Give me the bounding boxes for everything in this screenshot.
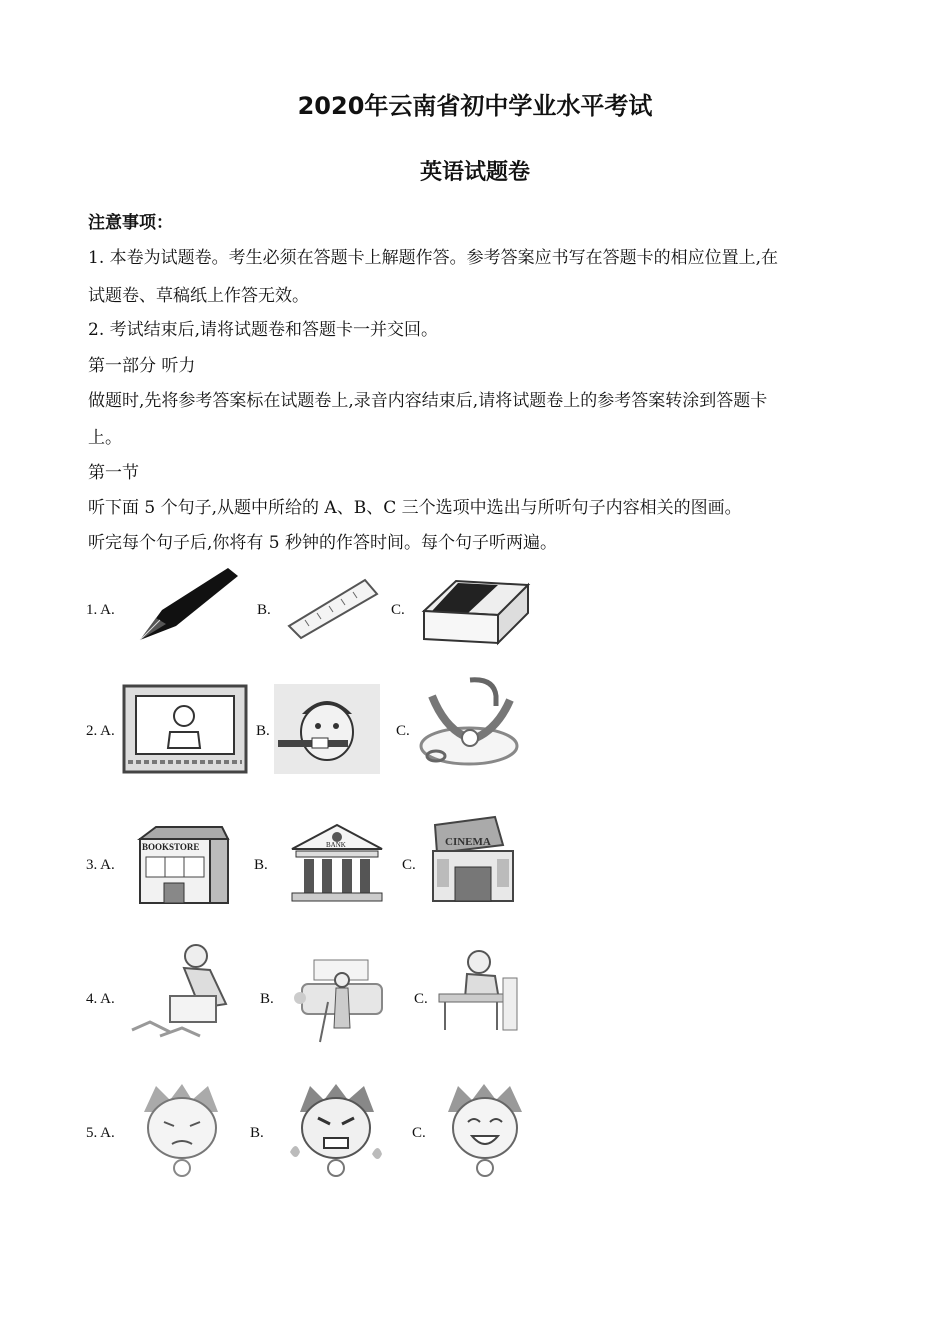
- notice-item-1-line-2: 试题卷、草稿纸上作答无效。: [88, 286, 309, 306]
- part1-heading: 第一部分 听力: [88, 356, 196, 376]
- q2-option-b-label: B.: [256, 723, 270, 739]
- bank-icon[interactable]: [286, 821, 388, 903]
- cinema-sign: CINEMA: [445, 836, 491, 848]
- q2-option-a-label: 2. A.: [86, 723, 115, 739]
- q3-option-b-label: B.: [254, 857, 268, 873]
- bookstore-icon[interactable]: [136, 823, 232, 909]
- q5-option-a-label: 5. A.: [86, 1125, 115, 1141]
- boy-studying-icon[interactable]: [435, 948, 521, 1034]
- q2-option-c-label: C.: [396, 723, 410, 739]
- page-title: 2020年云南省初中学业水平考试: [297, 92, 653, 120]
- section1-instruction-1: 听下面 5 个句子,从题中所给的 A、B、C 三个选项中选出与所听句子内容相关的图画。: [88, 498, 742, 518]
- q3-option-a-label: 3. A.: [86, 857, 115, 873]
- boy-sweeping-icon[interactable]: [292, 958, 392, 1046]
- notice-item-2: 2. 考试结束后,请将试题卷和答题卡一并交回。: [88, 320, 439, 340]
- boy-brushing-teeth-icon[interactable]: [274, 684, 380, 774]
- page-subtitle: 英语试题卷: [419, 160, 530, 185]
- section1-heading: 第一节: [88, 463, 139, 483]
- angry-boy-icon[interactable]: [286, 1082, 386, 1178]
- boy-packing-icon[interactable]: [130, 942, 238, 1038]
- ruler-icon[interactable]: [285, 576, 381, 642]
- bookstore-sign: BOOKSTORE: [142, 842, 200, 852]
- q1-option-b-label: B.: [257, 602, 271, 618]
- q1-option-a-label: 1. A.: [86, 602, 115, 618]
- q4-option-c-label: C.: [414, 991, 428, 1007]
- q4-option-a-label: 4. A.: [86, 991, 115, 1007]
- notice-item-1-line-1: 1. 本卷为试题卷。考生必须在答题卡上解题作答。参考答案应书写在答题卡的相应位置上,在: [88, 248, 779, 268]
- cinema-icon[interactable]: [425, 815, 521, 905]
- bank-sign: BANK: [326, 841, 346, 849]
- part1-instruction-line-2: 上。: [88, 428, 122, 448]
- washing-hands-icon[interactable]: [414, 676, 524, 774]
- q5-option-c-label: C.: [412, 1125, 426, 1141]
- part1-instruction-line-1: 做题时,先将参考答案标在试题卷上,录音内容结束后,请将试题卷上的参考答案转涂到答题卡: [88, 391, 768, 411]
- q5-option-b-label: B.: [250, 1125, 264, 1141]
- pen-icon[interactable]: [132, 562, 242, 644]
- section1-instruction-2: 听完每个句子后,你将有 5 秒钟的作答时间。每个句子听两遍。: [88, 533, 558, 553]
- boy-at-window-icon[interactable]: [122, 684, 248, 774]
- sad-boy-icon[interactable]: [134, 1082, 230, 1178]
- happy-boy-icon[interactable]: [440, 1082, 530, 1178]
- eraser-icon[interactable]: [418, 575, 533, 647]
- q4-option-b-label: B.: [260, 991, 274, 1007]
- notice-heading: 注意事项：: [88, 213, 173, 233]
- q3-option-c-label: C.: [402, 857, 416, 873]
- q1-option-c-label: C.: [391, 602, 405, 618]
